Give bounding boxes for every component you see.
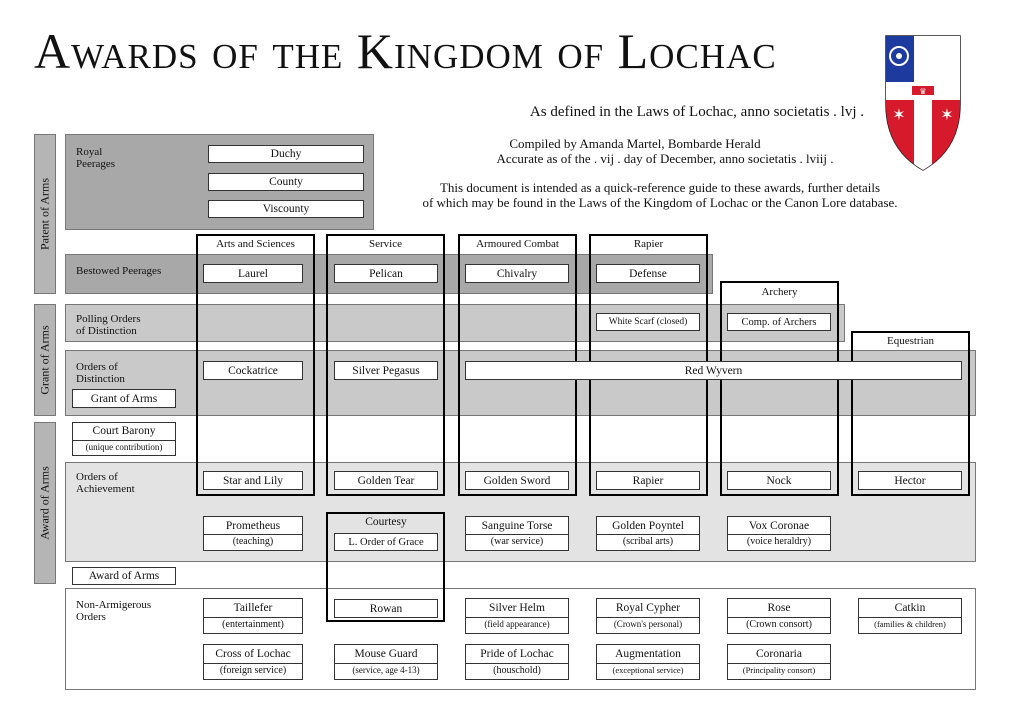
award-pride-of-lochac	[465, 644, 569, 680]
award-courtesy-name: Courtesy	[365, 516, 407, 528]
royal-cypher-name: Royal Cypher	[615, 602, 681, 614]
category-service: Service	[369, 238, 402, 250]
lochac-arms-icon	[884, 34, 962, 172]
award-taillefer	[203, 598, 303, 634]
pride-note: (houschold)	[466, 663, 568, 677]
sanguine-name: Sanguine Torse	[481, 519, 553, 532]
award-coronaria	[727, 644, 831, 680]
award-augmentation	[596, 644, 700, 680]
royal-cypher-note: (Crown's personal)	[597, 617, 699, 631]
catkin-note: (families & children)	[859, 617, 961, 631]
court-barony-name: Court Barony	[92, 425, 156, 438]
rose-name: Rose	[767, 602, 791, 614]
accurate-date: Accurate as of the . vij . day of December, anno societatis . lviij .	[496, 151, 834, 166]
side-label-award	[34, 422, 56, 584]
category-armoured: Armoured Combat	[476, 238, 559, 250]
award-county: County	[208, 173, 364, 191]
svg-text:✶: ✶	[916, 136, 930, 153]
catkin-name: Catkin	[894, 602, 926, 614]
award-order-of-grace: L. Order of Grace	[334, 533, 438, 551]
award-hector: Hector	[858, 471, 962, 490]
award-comp-archers: Comp. of Archers	[727, 313, 831, 331]
vox-name: Vox Coronae	[748, 519, 810, 532]
cross-name: Cross of Lochac	[215, 648, 291, 660]
poyntel-name: Golden Poyntel	[612, 519, 684, 532]
compiled-by: Compiled by Amanda Martel, Bombarde Herald	[509, 136, 761, 151]
row-label-achievement: Orders of Achievement	[76, 471, 135, 495]
award-white-scarf: White Scarf (closed)	[596, 313, 700, 331]
taillefer-name: Taillefer	[233, 602, 273, 614]
svg-text:♛: ♛	[919, 87, 927, 96]
row-label-bestowed: Bestowed Peerages	[76, 265, 162, 277]
row-label-nonarm: Non-Armigerous Orders	[76, 599, 152, 623]
mouse-name: Mouse Guard	[354, 648, 418, 660]
note-line-1: This document is intended as a quick-reference guide to these awards, further details	[439, 180, 881, 195]
award-pelican: Pelican	[334, 264, 438, 283]
award-catkin	[858, 598, 962, 634]
award-chivalry: Chivalry	[465, 264, 569, 283]
taillefer-note: (entertainment)	[204, 617, 302, 631]
subtitle: As defined in the Laws of Lochac, anno societatis . lvj .	[529, 104, 864, 120]
augmentation-note: (exceptional service)	[597, 663, 699, 677]
award-golden-sword: Golden Sword	[465, 471, 569, 490]
award-golden-tear: Golden Tear	[334, 471, 438, 490]
award-red-wyvern: Red Wyvern	[465, 361, 962, 380]
award-star-lily: Star and Lily	[203, 471, 303, 490]
page-title: Awards of the Kingdom of Lochac	[34, 23, 777, 79]
award-silver-pegasus: Silver Pegasus	[334, 361, 438, 380]
award-rose	[727, 598, 831, 634]
category-equestrian: Equestrian	[886, 335, 935, 347]
category-rapier: Rapier	[633, 238, 664, 250]
prometheus-name: Prometheus	[225, 519, 281, 532]
pride-name: Pride of Lochac	[480, 648, 554, 660]
note-line-2: of which may be found in the Laws of the Kingdom of Lochac or the Canon Lore database.	[422, 195, 898, 210]
cross-note: (foreign service)	[204, 663, 302, 677]
award-golden-poyntel	[596, 516, 700, 551]
award-viscounty: Viscounty	[208, 200, 364, 218]
award-cross-of-lochac	[203, 644, 303, 680]
award-grant-of-arms: Grant of Arms	[72, 389, 176, 408]
side-label-grant-text: Grant of Arms	[37, 325, 52, 395]
row-label-polling: Polling Orders of Distinction	[76, 313, 141, 337]
silver-helm-name: Silver Helm	[489, 602, 545, 614]
award-sanguine-torse	[465, 516, 569, 551]
svg-text:✶: ✶	[940, 49, 954, 66]
award-royal-cypher	[596, 598, 700, 634]
silver-helm-note: (field appearance)	[466, 617, 568, 631]
coronaria-name: Coronaria	[756, 648, 802, 660]
award-nock: Nock	[727, 471, 831, 490]
svg-text:✶: ✶	[940, 107, 954, 124]
award-prometheus	[203, 516, 303, 551]
award-vox-coronae	[727, 516, 831, 551]
row-label-distinction: Orders of Distinction	[76, 361, 125, 385]
award-rowan: Rowan	[334, 599, 438, 618]
award-award-of-arms: Award of Arms	[72, 567, 176, 585]
court-barony-note: (unique contribution)	[73, 440, 175, 454]
poyntel-note: (scribal arts)	[597, 534, 699, 548]
award-mouse-guard	[334, 644, 438, 680]
side-label-patent-text: Patent of Arms	[37, 178, 52, 250]
award-court-barony	[72, 422, 176, 456]
award-defense: Defense	[596, 264, 700, 283]
side-label-grant	[34, 304, 56, 416]
category-arts: Arts and Sciences	[216, 238, 295, 250]
augmentation-name: Augmentation	[615, 648, 681, 660]
prometheus-note: (teaching)	[204, 534, 302, 548]
award-duchy: Duchy	[208, 145, 364, 163]
award-cockatrice: Cockatrice	[203, 361, 303, 380]
side-label-patent	[34, 134, 56, 294]
vox-note: (voice heraldry)	[728, 534, 830, 548]
award-laurel: Laurel	[203, 264, 303, 283]
row-label-royal: Royal Peerages	[76, 146, 116, 170]
category-archery: Archery	[761, 286, 798, 298]
mouse-note: (service, age 4-13)	[335, 663, 437, 677]
award-rapier: Rapier	[596, 471, 700, 490]
rose-note: (Crown consort)	[728, 617, 830, 631]
side-label-award-text: Award of Arms	[37, 466, 52, 540]
award-silver-helm	[465, 598, 569, 634]
sanguine-note: (war service)	[466, 534, 568, 548]
coronaria-note: (Principality consort)	[728, 663, 830, 677]
svg-text:✶: ✶	[892, 107, 906, 124]
